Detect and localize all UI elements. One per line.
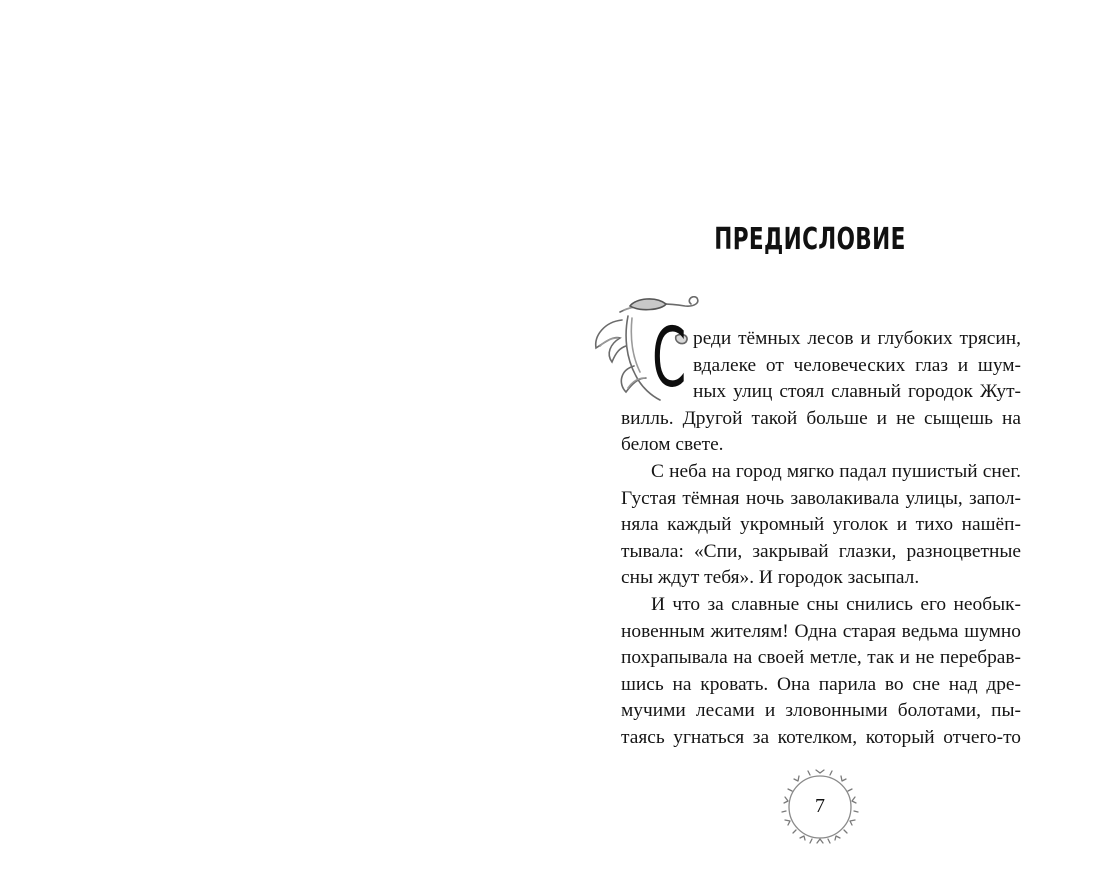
text-line: шись на кровать. Она парила во сне над дре- [621, 673, 1021, 695]
text-line: новенным жителям! Одна старая ведьма шумно [621, 620, 1021, 642]
text-line: вилль. Другой такой больше и не сыщешь на [621, 407, 1021, 429]
text-line: Густая тёмная ночь заволакивала улицы, запол- [621, 487, 1021, 509]
page-number-area [780, 769, 860, 845]
text-line: реди тёмных лесов и глубоких трясин, [693, 328, 1021, 349]
text-line: И что за славные сны снились его необык- [651, 593, 1021, 615]
text-line: няла каждый укромный уголок и тихо нашёп- [621, 514, 1021, 536]
text-line: ных улиц стоял славный городок Жут- [693, 381, 1021, 403]
text-line: похрапывала на своей метле, так и не перебрав- [621, 647, 1021, 669]
body-text [621, 326, 1021, 752]
text-line: тывала: «Спи, закрывай глазки, разноцветные [621, 540, 1021, 562]
text-line: мучими лесами и зловонными болотами, пы- [621, 700, 1021, 722]
text-line: таясь угнаться за котелком, который отчего-то [621, 726, 1021, 748]
text-line: сны ждут тебя». И городок засыпал. [621, 567, 920, 589]
chapter-title: ПРЕДИСЛОВИЕ [714, 222, 906, 257]
text-line: белом свете. [621, 434, 724, 456]
page-number: 7 [815, 795, 825, 817]
text-line: вдалеке от человеческих глаз и шум- [693, 354, 1021, 376]
text-line: С неба на город мягко падал пушистый снег. [651, 460, 1021, 482]
dropcap-letter: С [652, 311, 687, 406]
